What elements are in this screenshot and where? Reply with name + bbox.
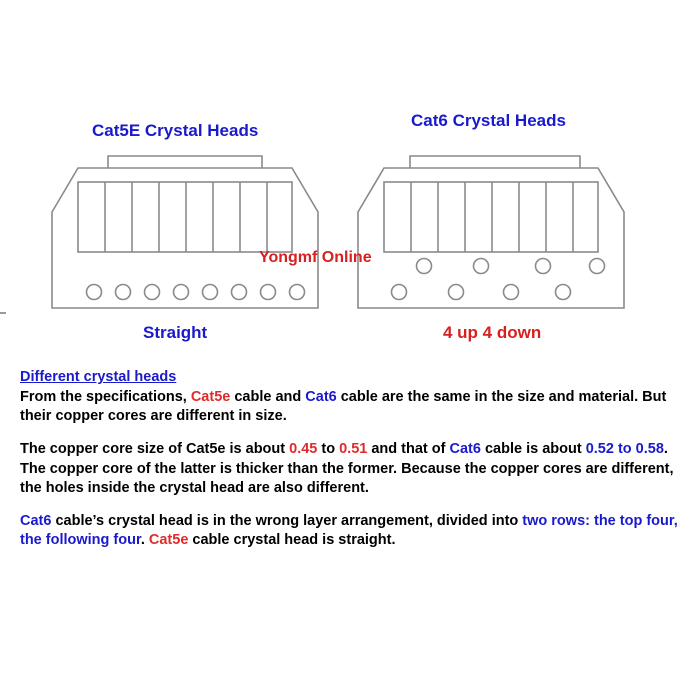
edge-tick-mark [0,312,6,314]
p2-segment-4: cable is about [480,441,586,458]
paragraph-1 [20,388,685,426]
p3-cat5e-label: Cat5e [148,531,189,548]
p1-cat6-label: Cat6 [305,389,337,406]
p3-segment-1: cable’s crystal head is in the wrong layer arrangement, divided into [51,512,523,529]
paragraph-3 [20,512,685,550]
p2-segment-3: and that of [367,441,450,458]
p2-segment-2: to [317,441,340,458]
cat5e-plug-illustration [40,140,330,315]
cat5e-caption: Straight [143,323,208,342]
cat6-title: Cat6 Crystal Heads [411,111,566,130]
p2-value-min: 0.45 [289,441,318,458]
explanation-heading: Different crystal heads [20,369,177,385]
p2-value-max: 0.51 [339,441,368,458]
p3-segment-3: cable crystal head is straight. [188,531,396,548]
cat6-caption: 4 up 4 down [443,323,542,342]
cat6-plug-illustration [352,140,642,315]
p2-cat6-range: 0.52 to 0.58 [585,441,664,458]
p3-segment-2: . [140,531,149,548]
explanation-text-block [20,368,685,550]
p2-cat6-label: Cat6 [449,441,481,458]
p1-segment-3: cable are the same in the size and material. But their copper cores are different in size. [20,389,667,425]
p2-segment-1: The copper core size of Cat5e is about [20,441,290,458]
paragraph-2 [20,440,685,497]
p2-segment-5: . The copper core of the latter is thicker than the former. Because the copper cores are different, the holes inside the crystal head are also different. [20,441,674,496]
cat5e-title: Cat5E Crystal Heads [92,121,259,140]
p1-cat5e-label: Cat5e [190,389,231,406]
watermark-text: Yongmf Online [259,249,372,266]
p1-segment-1: From the specifications, [20,389,191,406]
p3-cat6-label: Cat6 [20,512,52,529]
p3-two-rows-phrase: two rows: the top four, the following four [20,512,678,548]
p1-segment-2: cable and [230,389,306,406]
